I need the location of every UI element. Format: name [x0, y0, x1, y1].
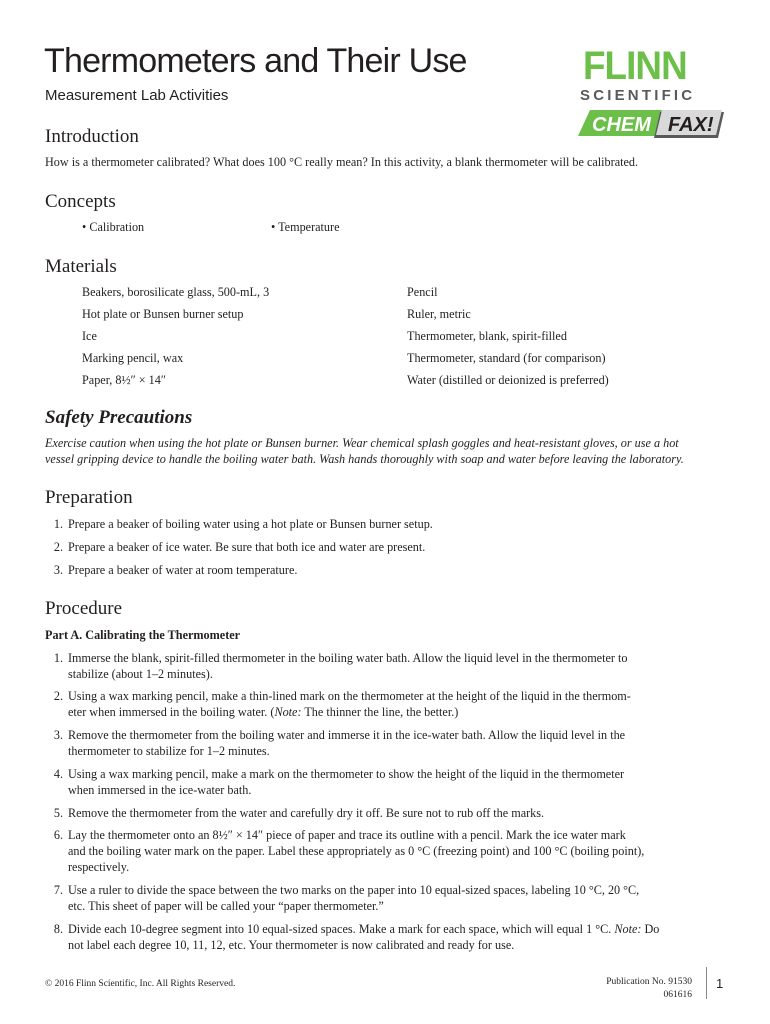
- procedure-heading: Procedure: [45, 598, 123, 619]
- part-a-heading: Part A. Calibrating the Thermometer: [45, 628, 241, 642]
- preparation-heading: Preparation: [45, 487, 133, 508]
- page-subtitle: Measurement Lab Activities: [45, 87, 229, 104]
- material-item: Beakers, borosilicate glass, 500-mL, 3: [82, 285, 270, 299]
- material-item: Ice: [82, 329, 97, 343]
- concept-item: • Temperature: [271, 220, 340, 234]
- introduction-text: How is a thermometer calibrated? What does 100 °C really mean? In this activity, a blank thermometer will be calibrated.: [45, 155, 639, 169]
- safety-text-line: Exercise caution when using the hot plate or Bunsen burner. Wear chemical splash goggles and heat-resistant gloves, or use a hot: [45, 436, 679, 450]
- flinn-logo: [576, 46, 726, 142]
- materials-heading: Materials: [45, 256, 117, 277]
- material-item: Paper, 8½″ × 14″: [82, 373, 166, 387]
- footer-divider: [706, 967, 707, 999]
- material-item: Hot plate or Bunsen burner setup: [82, 307, 244, 321]
- copyright-notice: © 2016 Flinn Scientific, Inc. All Rights Reserved.: [45, 979, 236, 989]
- concept-item: • Calibration: [82, 220, 145, 234]
- logo-brand: FLINN: [583, 44, 687, 88]
- chemfax-badge-icon: [576, 108, 726, 140]
- material-item: Ruler, metric: [407, 307, 471, 321]
- safety-text-line: vessel gripping device to handle the boiling water bath. Wash hands thoroughly with soap and water before leaving the laboratory.: [45, 452, 684, 466]
- material-item: Thermometer, blank, spirit-filled: [407, 329, 567, 343]
- page-title: Thermometers and Their Use: [44, 42, 467, 80]
- publication-info: [598, 976, 692, 1002]
- material-item: Pencil: [407, 285, 438, 299]
- badge-fax-text: FAX!: [668, 114, 714, 136]
- material-item: Thermometer, standard (for comparison): [407, 351, 606, 365]
- page-number: 1: [716, 976, 724, 991]
- introduction-heading: Introduction: [45, 126, 139, 147]
- safety-heading: Safety Precautions: [45, 407, 193, 428]
- concepts-heading: Concepts: [45, 191, 116, 212]
- logo-scientific: SCIENTIFIC: [580, 87, 696, 104]
- material-item: Marking pencil, wax: [82, 351, 184, 365]
- publication-code: 061616: [663, 990, 692, 1000]
- material-item: Water (distilled or deionized is preferred): [407, 373, 609, 387]
- badge-chem-text: CHEM: [592, 114, 651, 136]
- publication-number: Publication No. 91530: [606, 977, 692, 987]
